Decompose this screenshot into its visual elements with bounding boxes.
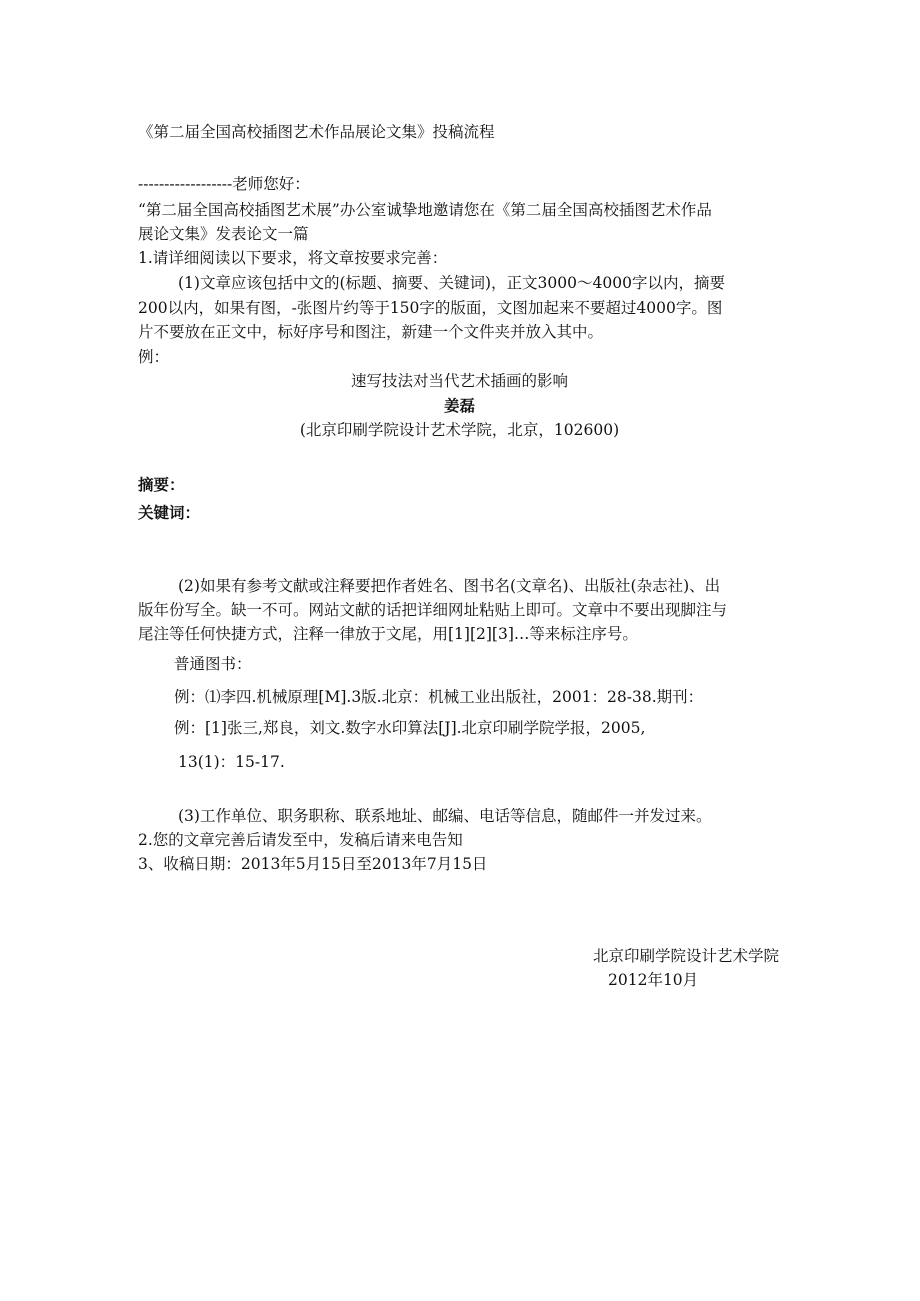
- reference-example-2-continued: 13(1)：15-17.: [178, 753, 285, 771]
- item3-deadline: 3、收稿日期：2013年5月15日至2013年7月15日: [138, 855, 488, 873]
- example-label: 例：: [138, 348, 170, 366]
- example-author: 姜磊: [443, 397, 475, 415]
- item2: 2.您的文章完善后请发至中，发稿后请来电告知: [138, 831, 463, 849]
- req1-line-2: 200以内，如果有图，-张图片约等于150字的版面，文图加起来不要超过4000字。图: [138, 299, 723, 317]
- item1-heading: 1.请详细阅读以下要求，将文章按要求完善：: [138, 249, 448, 267]
- signature-organization: 北京印刷学院设计艺术学院: [592, 947, 779, 965]
- example-affiliation: (北京印刷学院设计艺术学院，北京，102600): [299, 421, 620, 439]
- keywords-label: 关键词：: [138, 504, 201, 522]
- intro-line-2: 展论文集》发表论文一篇: [138, 225, 309, 243]
- req2-line-3: 尾注等任何快捷方式，注释一律放于文尾，用[1][2][3]…等来标注序号。: [138, 625, 638, 643]
- signature-date: 2012年10月: [608, 971, 699, 989]
- req1-line-1: (1)文章应该包括中文的(标题、摘要、关键词)，正文3000～4000字以内，摘要: [178, 274, 725, 292]
- greeting: ------------------老师您好：: [138, 175, 310, 193]
- books-label: 普通图书：: [174, 655, 252, 673]
- req2-line-2: 版年份写全。缺一不可。网站文献的话把详细网址粘贴上即可。文章中不要出现脚注与: [138, 601, 728, 619]
- reference-example-1: 例：⑴李四.机械原理[M].3版.北京：机械工业出版社，2001：28-38.期刊：: [174, 688, 704, 706]
- reference-example-2: 例：[1]张三,郑良，刘文.数字水印算法[J].北京印刷学院学报，2005,: [174, 719, 646, 737]
- example-paper-title: 速写技法对当代艺术插画的影响: [350, 372, 568, 390]
- intro-line-1: “第二届全国高校插图艺术展”办公室诚挚地邀请您在《第二届全国高校插图艺术作品: [138, 201, 712, 219]
- req1-line-3: 片不要放在正文中，标好序号和图注，新建一个文件夹并放入其中。: [138, 323, 604, 341]
- req3: (3)工作单位、职务职称、联系地址、邮编、电话等信息，随邮件一并发过来。: [178, 807, 712, 825]
- req2-line-1: (2)如果有参考文献或注释要把作者姓名、图书名(文章名)、出版社(杂志社)、出: [178, 577, 721, 595]
- abstract-label: 摘要：: [138, 476, 185, 494]
- document-title: 《第二届全国高校插图艺术作品展论文集》投稿流程: [138, 123, 495, 141]
